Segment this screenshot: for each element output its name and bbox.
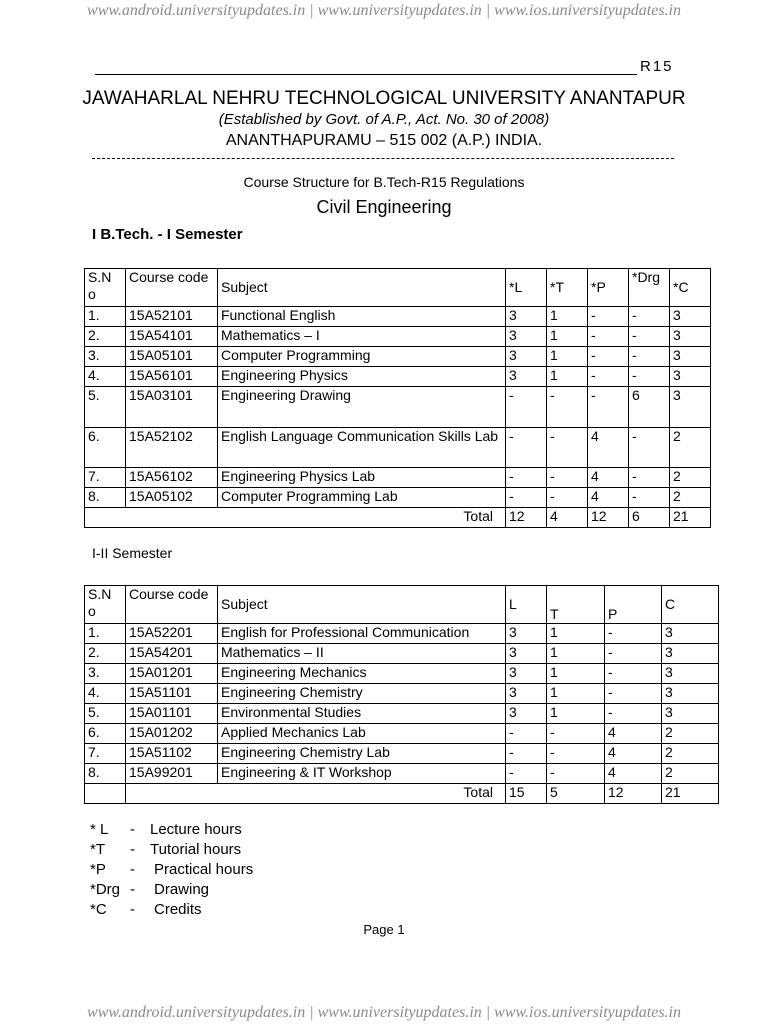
cell: 8. <box>85 764 126 784</box>
cell: - <box>547 387 588 428</box>
cell: 4 <box>588 488 629 508</box>
watermark-bottom: www.android.universityupdates.in | www.universityupdates.in | www.ios.universityupdates.in <box>87 1004 681 1021</box>
table-row <box>85 744 719 764</box>
cell: 3 <box>506 684 547 704</box>
cell: 1 <box>547 327 588 347</box>
cell: Mathematics – II <box>218 644 506 664</box>
cell: 4. <box>85 684 126 704</box>
cell: 3 <box>662 704 719 724</box>
cell: 15A56102 <box>126 468 218 488</box>
table-row <box>85 307 711 327</box>
cell: 3 <box>506 644 547 664</box>
cell: - <box>588 367 629 387</box>
cell: 15A51102 <box>126 744 218 764</box>
cell: 3 <box>662 664 719 684</box>
cell: - <box>629 488 670 508</box>
cell: Engineering Chemistry <box>218 684 506 704</box>
cell: 15A52102 <box>126 428 218 468</box>
header-cell: S.N o <box>85 586 126 624</box>
legend-sep: - <box>130 901 135 918</box>
cell: 4. <box>85 367 126 387</box>
header-cell: *L <box>506 269 547 307</box>
cell: 3 <box>506 347 547 367</box>
total-cell: 12 <box>605 784 662 804</box>
cell: 5. <box>85 387 126 428</box>
total-row <box>85 508 711 528</box>
cell: 3 <box>670 367 711 387</box>
cell: 15A01201 <box>126 664 218 684</box>
legend-sep: - <box>130 861 135 878</box>
cell: - <box>588 327 629 347</box>
cell: 7. <box>85 468 126 488</box>
header-cell: Course code <box>126 586 218 624</box>
cell: 4 <box>605 744 662 764</box>
table-row <box>85 684 719 704</box>
cell: 5. <box>85 704 126 724</box>
cell: - <box>506 428 547 468</box>
cell: Mathematics – I <box>218 327 506 347</box>
cell: - <box>605 704 662 724</box>
cell: 15A54101 <box>126 327 218 347</box>
cell: 3 <box>506 327 547 347</box>
cell: 4 <box>588 428 629 468</box>
cell: - <box>629 367 670 387</box>
header-cell: C <box>662 586 719 624</box>
total-label: Total <box>85 508 506 528</box>
cell: 15A56101 <box>126 367 218 387</box>
legend-key: *P <box>90 861 106 878</box>
cell: - <box>547 724 605 744</box>
header-cell: P <box>605 586 662 624</box>
cell: 1 <box>547 624 605 644</box>
cell: - <box>629 428 670 468</box>
cell: 7. <box>85 744 126 764</box>
cell: 1 <box>547 367 588 387</box>
table-row <box>85 367 711 387</box>
cell: English Language Communication Skills Lab <box>218 428 506 468</box>
cell: 3 <box>662 684 719 704</box>
table-row <box>85 664 719 684</box>
cell: 4 <box>605 724 662 744</box>
table-row <box>85 624 719 644</box>
cell: - <box>605 664 662 684</box>
total-label: Total <box>126 784 506 804</box>
table-row <box>85 704 719 724</box>
cell: - <box>506 488 547 508</box>
legend-item <box>90 900 390 920</box>
header-cell: *P <box>588 269 629 307</box>
cell: 2 <box>670 428 711 468</box>
legend-sep: - <box>130 881 135 898</box>
cell: 1. <box>85 624 126 644</box>
cell: - <box>547 428 588 468</box>
cell: 8. <box>85 488 126 508</box>
table-header-row <box>85 269 711 307</box>
cell: - <box>506 744 547 764</box>
cell: 3. <box>85 664 126 684</box>
cell: Engineering Mechanics <box>218 664 506 684</box>
cell: 1 <box>547 347 588 367</box>
total-cell: 21 <box>670 508 711 528</box>
cell: - <box>588 347 629 367</box>
department-title: Civil Engineering <box>316 197 452 217</box>
cell: - <box>588 387 629 428</box>
cell: 3 <box>670 327 711 347</box>
course-structure-title: Course Structure for B.Tech-R15 Regulations <box>243 174 525 190</box>
cell: 4 <box>588 468 629 488</box>
cell: 6. <box>85 724 126 744</box>
cell: 3 <box>670 347 711 367</box>
cell: 3 <box>670 387 711 428</box>
header-cell: Subject <box>218 269 506 307</box>
cell: 15A52201 <box>126 624 218 644</box>
cell: 15A54201 <box>126 644 218 664</box>
cell: 1 <box>547 644 605 664</box>
total-cell: 15 <box>506 784 547 804</box>
cell: Engineering & IT Workshop <box>218 764 506 784</box>
header-cell: Course code <box>126 269 218 307</box>
cell: - <box>629 307 670 327</box>
cell: 3 <box>506 704 547 724</box>
cell: - <box>506 764 547 784</box>
cell: 1 <box>547 704 605 724</box>
legend <box>90 820 390 920</box>
table-row <box>85 488 711 508</box>
header-cell: Subject <box>218 586 506 624</box>
cell: 3. <box>85 347 126 367</box>
cell: 15A01202 <box>126 724 218 744</box>
legend-sep: - <box>130 821 135 838</box>
legend-item <box>90 820 390 840</box>
cell: 2 <box>670 488 711 508</box>
cell: Environmental Studies <box>218 704 506 724</box>
cell: - <box>605 624 662 644</box>
cell: Computer Programming Lab <box>218 488 506 508</box>
cell: - <box>547 488 588 508</box>
established-note: (Established by Govt. of A.P., Act. No. 30 of 2008) <box>218 111 550 128</box>
legend-item <box>90 860 390 880</box>
cell: - <box>506 387 547 428</box>
table-header-row <box>85 586 719 624</box>
cell: Applied Mechanics Lab <box>218 724 506 744</box>
watermark-top: www.android.universityupdates.in | www.universityupdates.in | www.ios.universityupdates.in <box>87 2 681 19</box>
cell: 3 <box>670 307 711 327</box>
dashed-divider <box>92 158 674 159</box>
total-cell: 6 <box>629 508 670 528</box>
university-name: JAWAHARLAL NEHRU TECHNOLOGICAL UNIVERSITY ANANTAPUR <box>82 88 686 109</box>
cell: 6. <box>85 428 126 468</box>
cell: 15A01101 <box>126 704 218 724</box>
cell: 1 <box>547 684 605 704</box>
table-row <box>85 724 719 744</box>
cell: 2. <box>85 327 126 347</box>
semester-1-table <box>84 268 711 528</box>
cell: - <box>629 327 670 347</box>
header-rule <box>95 74 637 75</box>
legend-item <box>90 840 390 860</box>
semester-2-title: I-II Semester <box>92 545 173 561</box>
legend-key: *T <box>90 841 105 858</box>
cell: 3 <box>662 624 719 644</box>
cell: 2. <box>85 644 126 664</box>
total-cell: 12 <box>506 508 547 528</box>
cell: 3 <box>662 644 719 664</box>
cell: 15A99201 <box>126 764 218 784</box>
cell: 15A03101 <box>126 387 218 428</box>
cell: - <box>547 468 588 488</box>
table-row <box>85 387 711 428</box>
cell: Computer Programming <box>218 347 506 367</box>
cell: - <box>506 724 547 744</box>
cell: 3 <box>506 624 547 644</box>
cell: 3 <box>506 367 547 387</box>
cell: 2 <box>670 468 711 488</box>
cell: 15A05102 <box>126 488 218 508</box>
cell: 1 <box>547 307 588 327</box>
legend-desc: Drawing <box>154 881 210 898</box>
legend-sep: - <box>130 841 135 858</box>
cell: - <box>588 307 629 327</box>
legend-desc: Lecture hours <box>150 821 242 838</box>
cell: 15A05101 <box>126 347 218 367</box>
total-row <box>85 784 719 804</box>
cell: - <box>547 764 605 784</box>
university-address: ANANTHAPURAMU – 515 002 (A.P.) INDIA. <box>225 132 543 149</box>
legend-desc: Tutorial hours <box>150 841 242 858</box>
regulation-label: R15 <box>640 58 674 75</box>
cell: 2 <box>662 724 719 744</box>
cell: 15A52101 <box>126 307 218 327</box>
header-cell: *C <box>670 269 711 307</box>
cell: - <box>506 468 547 488</box>
header-cell: *Drg <box>629 269 670 307</box>
table-row <box>85 764 719 784</box>
cell: Engineering Physics Lab <box>218 468 506 488</box>
cell: 6 <box>629 387 670 428</box>
header-cell: L <box>506 586 547 624</box>
total-cell: 5 <box>547 784 605 804</box>
cell: 1 <box>547 664 605 684</box>
legend-desc: Credits <box>154 901 202 918</box>
cell: 15A51101 <box>126 684 218 704</box>
total-cell: 4 <box>547 508 588 528</box>
table-row <box>85 347 711 367</box>
total-cell: 21 <box>662 784 719 804</box>
legend-key: *C <box>90 901 107 918</box>
cell: 2 <box>662 764 719 784</box>
table-row <box>85 428 711 468</box>
legend-desc: Practical hours <box>154 861 254 878</box>
page-number: Page 1 <box>363 922 405 937</box>
cell: 1. <box>85 307 126 327</box>
cell: 2 <box>662 744 719 764</box>
semester-2-table <box>84 585 719 804</box>
cell: - <box>605 684 662 704</box>
cell: 3 <box>506 307 547 327</box>
table-row <box>85 644 719 664</box>
legend-key: *Drg <box>90 881 121 898</box>
semester-1-title: I B.Tech. - I Semester <box>92 226 243 243</box>
header-cell: S.N o <box>85 269 126 307</box>
cell: - <box>605 644 662 664</box>
cell: Engineering Drawing <box>218 387 506 428</box>
table-row <box>85 327 711 347</box>
cell: Engineering Chemistry Lab <box>218 744 506 764</box>
header-cell: *T <box>547 269 588 307</box>
cell: Engineering Physics <box>218 367 506 387</box>
cell: 4 <box>605 764 662 784</box>
cell: English for Professional Communication <box>218 624 506 644</box>
legend-item <box>90 880 390 900</box>
cell: - <box>547 744 605 764</box>
header-cell: T <box>547 586 605 624</box>
empty-cell <box>85 784 126 804</box>
table-row <box>85 468 711 488</box>
cell: - <box>629 468 670 488</box>
legend-key: * L <box>90 821 109 838</box>
cell: - <box>629 347 670 367</box>
cell: Functional English <box>218 307 506 327</box>
total-cell: 12 <box>588 508 629 528</box>
cell: 3 <box>506 664 547 684</box>
